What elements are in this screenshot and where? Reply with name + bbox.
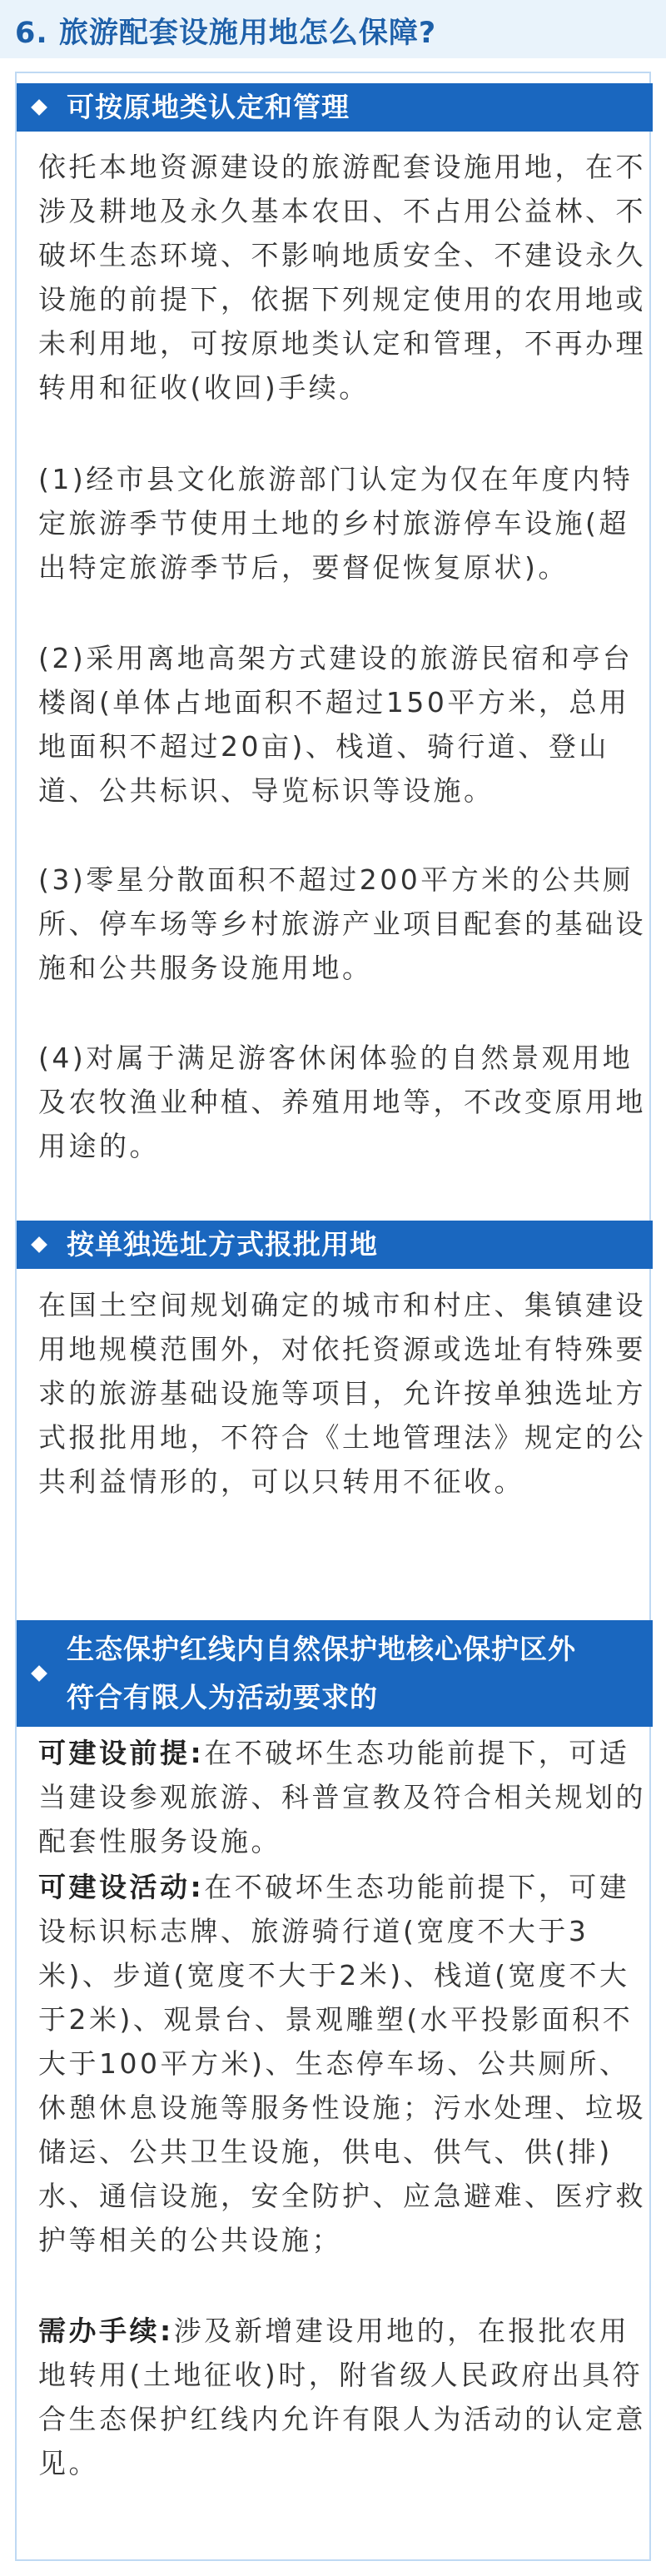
- section-2-intro: 在国土空间规划确定的城市和村庄、集镇建设用地规模范围外，对依托资源或选址有特殊要求的旅游基础设施等项目，允许按单独选址方式报批用地，不符合《土地管理法》规定的公共利益情形的，可以只转用不征收。: [38, 1289, 646, 1498]
- section-1-intro: 依托本地资源建设的旅游配套设施用地，在不涉及耕地及永久基本农田、不占用公益林、不破坏生态环境、不影响地质安全、不建设永久设施的前提下，依据下列规定使用的农用地或未利用地，可按原地类认定和管理，不再办理转用和征收(收回)手续。: [38, 151, 646, 404]
- section-1-item-3: (3)零星分散面积不超过200平方米的公共厕所、停车场等乡村旅游产业项目配套的基础设施和公共服务设施用地。: [38, 863, 646, 984]
- diamond-bullet-icon: [31, 1665, 47, 1682]
- entry-text: 在不破坏生态功能前提下，可建设标识标志牌、旅游骑行道(宽度不大于3米)、步道(宽度不大于2米)、栈道(宽度不大于2米)、观景台、景观雕塑(水平投影面积不大于100平方米)、生态停车场、公共厕所、休憩休息设施等服务性设施；污水处理、垃圾储运、公共卫生设施，供电、供气、供(排)水、通信设施，安全防护、应急避难、医疗救护等相关的公共设施；: [38, 1871, 646, 2256]
- section-3-entry-activities: [38, 1865, 649, 2262]
- section-3-heading-line-2: 符合有限人为活动要求的: [67, 1681, 378, 1713]
- section-2-heading-text: 按单独选址方式报批用地: [67, 1228, 378, 1261]
- section-1-item-4: (4)对属于满足游客休闲体验的自然景观用地及农牧渔业种植、养殖用地等，不改变原用地用途的。: [38, 1042, 646, 1162]
- page-title: 6. 旅游配套设施用地怎么保障?: [15, 17, 437, 50]
- section-1-item-2: (2)采用离地高架方式建设的旅游民宿和亭台楼阁(单体占地面积不超过150平方米，总用地面积不超过20亩)、栈道、骑行道、登山道、公共标识、导览标识等设施。: [38, 642, 634, 807]
- entry-text: 在不破坏生态功能前提下，可适当建设参观旅游、科普宣教及符合相关规划的配套性服务设施。: [38, 1737, 646, 1857]
- section-2-heading: [17, 1221, 653, 1269]
- diamond-bullet-icon: [31, 1236, 47, 1253]
- section-1-item-1: (1)经市县文化旅游部门认定为仅在年度内特定旅游季节使用土地的乡村旅游停车设施(超出特定旅游季节后，要督促恢复原状)。: [38, 463, 634, 584]
- section-1-heading-text: 可按原地类认定和管理: [67, 91, 350, 123]
- section-3-entry-premise: [38, 1731, 649, 1863]
- title-band: [0, 0, 666, 58]
- entry-label: 需办手续:: [38, 2315, 174, 2347]
- entry-text: 涉及新增建设用地的，在报批农用地转用(土地征收)时，附省级人民政府出具符合生态保护红线内允许有限人为活动的认定意见。: [38, 2315, 646, 2479]
- entry-label: 可建设活动:: [38, 1871, 205, 1903]
- section-1-heading: [17, 83, 653, 132]
- section-3-entry-procedure: [38, 2309, 649, 2485]
- section-3-heading: [17, 1620, 653, 1727]
- entry-label: 可建设前提:: [38, 1737, 205, 1769]
- diamond-bullet-icon: [31, 99, 47, 116]
- section-3-heading-line-1: 生态保护红线内自然保护地核心保护区外: [67, 1633, 576, 1665]
